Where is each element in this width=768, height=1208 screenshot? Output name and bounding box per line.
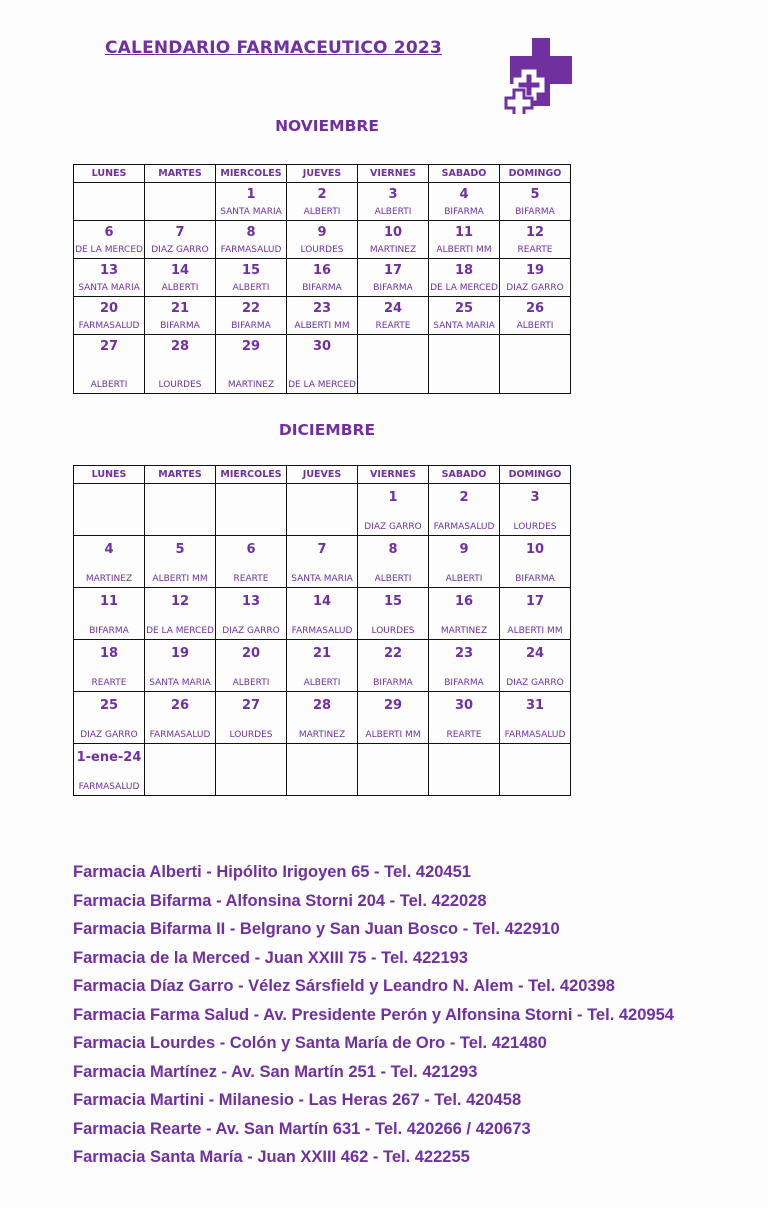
on-duty-pharmacy: ALBERTI <box>516 321 554 331</box>
weekday-header: LUNES <box>74 466 145 484</box>
day-cell <box>145 221 216 259</box>
day-cell <box>287 640 358 692</box>
on-duty-pharmacy: ALBERTI MM <box>365 730 421 740</box>
day-cell <box>216 335 287 394</box>
day-cell <box>287 588 358 640</box>
on-duty-pharmacy: REARTE <box>446 730 482 740</box>
on-duty-pharmacy: DIAZ GARRO <box>364 522 422 532</box>
day-number: 10 <box>383 225 403 240</box>
pharmacy-contact-line: Farmacia Martínez - Av. San Martín 251 - Tel. 421293 <box>73 1062 478 1081</box>
day-number: 19 <box>170 646 190 661</box>
on-duty-pharmacy: LOURDES <box>513 522 557 532</box>
day-number: 16 <box>312 263 332 278</box>
day-number: 4 <box>104 542 114 557</box>
weekday-header: MIERCOLES <box>216 466 287 484</box>
empty-day-cell <box>358 335 429 394</box>
day-cell <box>358 692 429 744</box>
calendar-noviembre <box>73 164 571 394</box>
on-duty-pharmacy: REARTE <box>517 245 553 255</box>
day-number: 28 <box>312 698 332 713</box>
week-row <box>74 297 571 335</box>
day-cell <box>500 221 571 259</box>
day-cell <box>216 221 287 259</box>
day-number: 17 <box>525 594 545 609</box>
on-duty-pharmacy: MARTINEZ <box>85 574 133 584</box>
on-duty-pharmacy: FARMASALUD <box>149 730 211 740</box>
day-cell <box>74 297 145 335</box>
day-cell <box>358 484 429 536</box>
on-duty-pharmacy: DE LA MERCED <box>430 283 498 293</box>
on-duty-pharmacy: DE LA MERCED <box>288 380 356 390</box>
day-cell <box>287 297 358 335</box>
weekday-header: MARTES <box>145 165 216 183</box>
day-cell <box>74 335 145 394</box>
day-cell <box>287 183 358 221</box>
day-cell <box>500 484 571 536</box>
day-number: 25 <box>454 301 474 316</box>
day-cell <box>429 221 500 259</box>
day-cell <box>145 640 216 692</box>
day-cell <box>287 259 358 297</box>
on-duty-pharmacy: MARTINEZ <box>440 626 488 636</box>
on-duty-pharmacy: REARTE <box>91 678 127 688</box>
on-duty-pharmacy: BIFARMA <box>302 283 342 293</box>
day-cell <box>216 692 287 744</box>
pharmacy-contact-line: Farmacia Bifarma - Alfonsina Storni 204 - Tel. 422028 <box>73 891 487 910</box>
day-cell <box>429 640 500 692</box>
on-duty-pharmacy: DIAZ GARRO <box>506 678 564 688</box>
on-duty-pharmacy: SANTA MARIA <box>220 207 282 217</box>
on-duty-pharmacy: REARTE <box>375 321 411 331</box>
day-cell <box>145 335 216 394</box>
on-duty-pharmacy: BIFARMA <box>160 321 200 331</box>
day-cell <box>145 692 216 744</box>
on-duty-pharmacy: DE LA MERCED <box>75 245 143 255</box>
day-cell <box>429 536 500 588</box>
day-number: 7 <box>175 225 185 240</box>
day-cell <box>216 536 287 588</box>
day-number: 26 <box>170 698 190 713</box>
day-cell <box>500 536 571 588</box>
empty-day-cell <box>145 484 216 536</box>
day-number: 21 <box>170 301 190 316</box>
on-duty-pharmacy: SANTA MARIA <box>149 678 211 688</box>
week-row <box>74 183 571 221</box>
on-duty-pharmacy: ALBERTI MM <box>294 321 350 331</box>
weekday-header: MIERCOLES <box>216 165 287 183</box>
on-duty-pharmacy: SANTA MARIA <box>78 283 140 293</box>
pharmacy-contact-line: Farmacia Alberti - Hipólito Irigoyen 65 - Tel. 420451 <box>73 863 471 881</box>
day-cell <box>216 183 287 221</box>
day-cell <box>429 259 500 297</box>
day-number: 12 <box>170 594 190 609</box>
empty-day-cell <box>216 484 287 536</box>
day-number: 30 <box>454 698 474 713</box>
on-duty-pharmacy: ALBERTI <box>232 283 270 293</box>
on-duty-pharmacy: DE LA MERCED <box>146 626 214 636</box>
day-cell <box>429 692 500 744</box>
day-cell <box>500 692 571 744</box>
day-number: 4 <box>459 187 469 202</box>
on-duty-pharmacy: BIFARMA <box>444 678 484 688</box>
on-duty-pharmacy: ALBERTI <box>161 283 199 293</box>
pharmacy-contact-line: Farmacia Farma Salud - Av. Presidente Perón y Alfonsina Storni - Tel. 420954 <box>73 1005 674 1024</box>
on-duty-pharmacy: FARMASALUD <box>78 321 140 331</box>
pharmacy-contact-line: Farmacia de la Merced - Juan XXIII 75 - Tel. 422193 <box>73 948 468 967</box>
day-number: 21 <box>312 646 332 661</box>
day-number: 13 <box>99 263 119 278</box>
on-duty-pharmacy: REARTE <box>233 574 269 584</box>
day-number: 18 <box>454 263 474 278</box>
on-duty-pharmacy: DIAZ GARRO <box>222 626 280 636</box>
week-row <box>74 335 571 394</box>
week-row <box>74 692 571 744</box>
day-number: 26 <box>525 301 545 316</box>
weekday-header: VIERNES <box>358 165 429 183</box>
empty-day-cell <box>429 335 500 394</box>
day-number: 3 <box>388 187 398 202</box>
day-cell <box>358 297 429 335</box>
day-number: 14 <box>312 594 332 609</box>
on-duty-pharmacy: FARMASALUD <box>220 245 282 255</box>
week-row <box>74 484 571 536</box>
day-number: 18 <box>99 646 119 661</box>
on-duty-pharmacy: FARMASALUD <box>504 730 566 740</box>
on-duty-pharmacy: BIFARMA <box>231 321 271 331</box>
day-number: 31 <box>525 698 545 713</box>
day-cell <box>216 588 287 640</box>
weekday-header: SABADO <box>429 466 500 484</box>
empty-day-cell <box>216 744 287 796</box>
on-duty-pharmacy: ALBERTI <box>90 380 128 390</box>
day-number: 6 <box>246 542 256 557</box>
day-number: 22 <box>241 301 261 316</box>
weekday-header: JUEVES <box>287 165 358 183</box>
day-number: 23 <box>454 646 474 661</box>
on-duty-pharmacy: BIFARMA <box>515 574 555 584</box>
weekday-header: VIERNES <box>358 466 429 484</box>
day-cell <box>500 640 571 692</box>
empty-day-cell <box>358 744 429 796</box>
pharmacy-contact-line: Farmacia Lourdes - Colón y Santa María de Oro - Tel. 421480 <box>73 1034 547 1052</box>
day-cell <box>358 183 429 221</box>
on-duty-pharmacy: BIFARMA <box>515 207 555 217</box>
pharmacy-contact-line: Farmacia Díaz Garro - Vélez Sársfield y Leandro N. Alem - Tel. 420398 <box>73 977 615 995</box>
day-number: 5 <box>530 187 540 202</box>
day-number: 1 <box>246 187 256 202</box>
on-duty-pharmacy: BIFARMA <box>89 626 129 636</box>
on-duty-pharmacy: FARMASALUD <box>433 522 495 532</box>
empty-day-cell <box>287 744 358 796</box>
day-number: 2 <box>459 490 469 505</box>
day-cell <box>287 692 358 744</box>
day-number: 29 <box>383 698 403 713</box>
day-number: 2 <box>317 187 327 202</box>
weekday-header-row <box>74 165 571 183</box>
day-number: 29 <box>241 339 261 354</box>
day-cell <box>500 588 571 640</box>
day-number: 6 <box>104 225 114 240</box>
day-cell <box>216 259 287 297</box>
on-duty-pharmacy: DIAZ GARRO <box>80 730 138 740</box>
on-duty-pharmacy: SANTA MARIA <box>433 321 495 331</box>
day-cell <box>500 259 571 297</box>
day-cell <box>145 588 216 640</box>
day-number: 30 <box>312 339 332 354</box>
on-duty-pharmacy: ALBERTI <box>303 678 341 688</box>
weekday-header: SABADO <box>429 165 500 183</box>
on-duty-pharmacy: BIFARMA <box>373 283 413 293</box>
day-number: 27 <box>241 698 261 713</box>
day-number: 9 <box>459 542 469 557</box>
day-cell <box>74 588 145 640</box>
weekday-header: DOMINGO <box>500 466 571 484</box>
empty-day-cell <box>145 744 216 796</box>
day-number: 1-ene-24 <box>76 750 142 765</box>
day-number: 3 <box>530 490 540 505</box>
day-number: 17 <box>383 263 403 278</box>
day-cell <box>500 297 571 335</box>
on-duty-pharmacy: BIFARMA <box>373 678 413 688</box>
on-duty-pharmacy: ALBERTI <box>445 574 483 584</box>
pharmacy-contact-line: Farmacia Martini - Milanesio - Las Heras 267 - Tel. 420458 <box>73 1091 522 1109</box>
on-duty-pharmacy: ALBERTI <box>303 207 341 217</box>
day-cell <box>358 536 429 588</box>
week-row <box>74 588 571 640</box>
day-number: 22 <box>383 646 403 661</box>
week-row <box>74 536 571 588</box>
day-cell <box>74 640 145 692</box>
on-duty-pharmacy: DIAZ GARRO <box>151 245 209 255</box>
on-duty-pharmacy: BIFARMA <box>444 207 484 217</box>
day-number: 24 <box>525 646 545 661</box>
on-duty-pharmacy: ALBERTI MM <box>152 574 208 584</box>
day-number: 8 <box>388 542 398 557</box>
day-number: 12 <box>525 225 545 240</box>
day-cell <box>500 183 571 221</box>
page-title: CALENDARIO FARMACEUTICO 2023 <box>105 38 442 58</box>
day-cell <box>358 259 429 297</box>
empty-day-cell <box>287 484 358 536</box>
day-cell <box>287 335 358 394</box>
day-number: 9 <box>317 225 327 240</box>
on-duty-pharmacy: FARMASALUD <box>291 626 353 636</box>
on-duty-pharmacy: LOURDES <box>158 380 202 390</box>
day-number: 1 <box>388 490 398 505</box>
day-number: 25 <box>99 698 119 713</box>
weekday-header: JUEVES <box>287 466 358 484</box>
on-duty-pharmacy: ALBERTI <box>374 574 412 584</box>
week-row <box>74 744 571 796</box>
day-cell <box>287 221 358 259</box>
day-number: 20 <box>99 301 119 316</box>
day-cell <box>287 536 358 588</box>
day-cell <box>429 183 500 221</box>
day-cell <box>429 484 500 536</box>
day-cell <box>145 259 216 297</box>
empty-day-cell <box>74 183 145 221</box>
day-cell <box>358 221 429 259</box>
calendar-diciembre <box>73 465 571 796</box>
pharmacy-contact-line: Farmacia Santa María - Juan XXIII 462 - Tel. 422255 <box>73 1148 470 1166</box>
day-cell <box>429 588 500 640</box>
day-number: 28 <box>170 339 190 354</box>
on-duty-pharmacy: MARTINEZ <box>227 380 275 390</box>
day-number: 7 <box>317 542 327 557</box>
week-row <box>74 259 571 297</box>
day-cell <box>358 588 429 640</box>
day-number: 27 <box>99 339 119 354</box>
on-duty-pharmacy: LOURDES <box>300 245 344 255</box>
on-duty-pharmacy: SANTA MARIA <box>291 574 353 584</box>
day-number: 14 <box>170 263 190 278</box>
month-title-diciembre: DICIEMBRE <box>278 421 376 439</box>
empty-day-cell <box>145 183 216 221</box>
on-duty-pharmacy: ALBERTI MM <box>436 245 492 255</box>
on-duty-pharmacy: MARTINEZ <box>369 245 417 255</box>
on-duty-pharmacy: ALBERTI <box>374 207 412 217</box>
week-row <box>74 221 571 259</box>
weekday-header: LUNES <box>74 165 145 183</box>
day-cell <box>74 221 145 259</box>
on-duty-pharmacy: ALBERTI <box>232 678 270 688</box>
pharmacy-contact-line: Farmacia Rearte - Av. San Martín 631 - Tel. 420266 / 420673 <box>73 1119 531 1138</box>
on-duty-pharmacy: ALBERTI MM <box>507 626 563 636</box>
day-cell <box>429 297 500 335</box>
day-cell <box>145 297 216 335</box>
day-number: 24 <box>383 301 403 316</box>
day-cell <box>74 536 145 588</box>
day-number: 23 <box>312 301 332 316</box>
day-cell <box>216 297 287 335</box>
day-cell <box>145 536 216 588</box>
weekday-header: DOMINGO <box>500 165 571 183</box>
day-cell <box>358 640 429 692</box>
day-cell <box>74 259 145 297</box>
on-duty-pharmacy: DIAZ GARRO <box>506 283 564 293</box>
day-number: 15 <box>241 263 261 278</box>
day-number: 16 <box>454 594 474 609</box>
day-cell <box>216 640 287 692</box>
weekday-header-row <box>74 466 571 484</box>
day-number: 20 <box>241 646 261 661</box>
on-duty-pharmacy: LOURDES <box>229 730 273 740</box>
on-duty-pharmacy: FARMASALUD <box>78 782 140 792</box>
pharmacy-cross-logo <box>502 36 578 114</box>
day-number: 11 <box>454 225 474 240</box>
day-number: 5 <box>175 542 185 557</box>
on-duty-pharmacy: LOURDES <box>371 626 415 636</box>
pharmacy-directory <box>73 861 674 1175</box>
day-number: 13 <box>241 594 261 609</box>
day-number: 10 <box>525 542 545 557</box>
day-number: 8 <box>246 225 256 240</box>
month-title-noviembre: NOVIEMBRE <box>275 117 379 135</box>
weekday-header: MARTES <box>145 466 216 484</box>
empty-day-cell <box>500 335 571 394</box>
empty-day-cell <box>74 484 145 536</box>
on-duty-pharmacy: MARTINEZ <box>298 730 346 740</box>
empty-day-cell <box>500 744 571 796</box>
day-number: 19 <box>525 263 545 278</box>
day-number: 11 <box>99 594 119 609</box>
pharmacy-contact-line: Farmacia Bifarma II - Belgrano y San Juan Bosco - Tel. 422910 <box>73 920 560 938</box>
day-cell <box>74 744 145 796</box>
day-cell <box>74 692 145 744</box>
day-number: 15 <box>383 594 403 609</box>
week-row <box>74 640 571 692</box>
empty-day-cell <box>429 744 500 796</box>
